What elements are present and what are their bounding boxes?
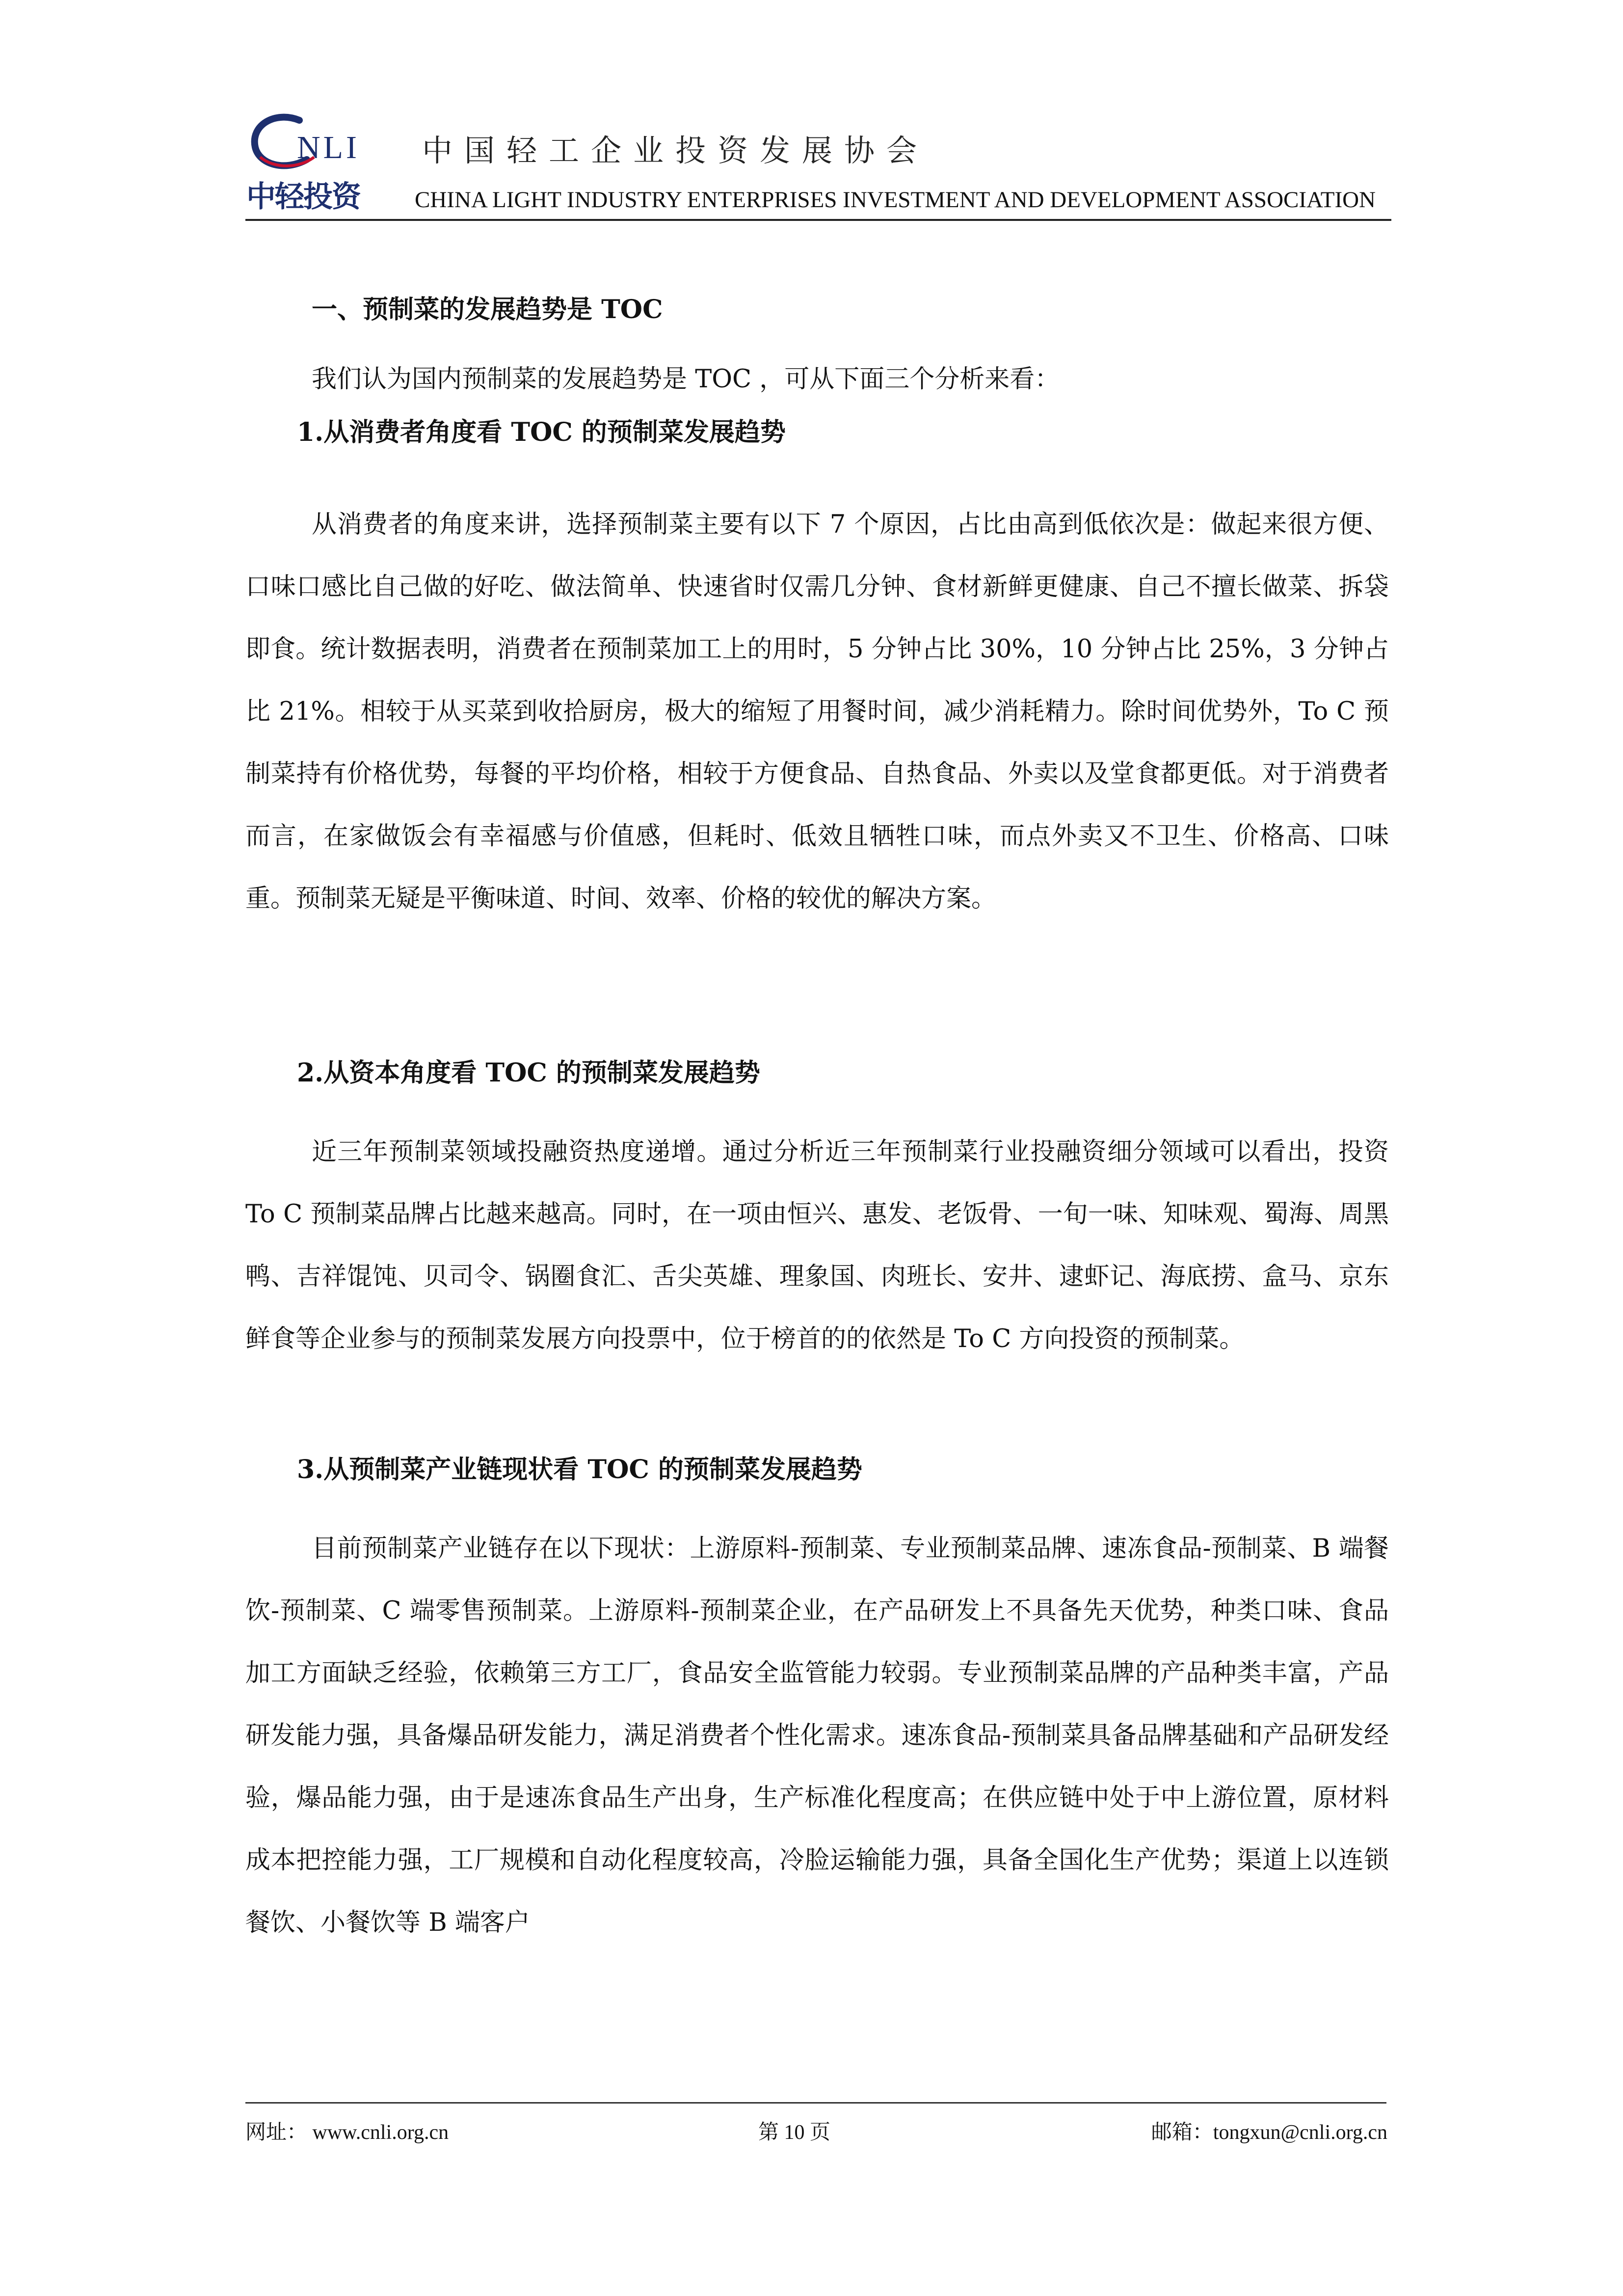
org-name-en: CHINA LIGHT INDUSTRY ENTERPRISES INVESTMENT AND DEVELOPMENT ASSOCIATION <box>415 187 1376 213</box>
section-heading: 一、预制菜的发展趋势是 TOC <box>312 295 663 324</box>
subsection-heading-2: 2.从资本角度看 TOC 的预制菜发展趋势 <box>297 1058 760 1088</box>
footer-website: 网址： www.cnli.org.cn <box>245 2121 449 2144</box>
cnli-logo <box>245 110 395 216</box>
header-divider <box>245 219 1391 221</box>
footer-divider <box>245 2102 1386 2104</box>
paragraph-1: 从消费者的角度来讲，选择预制菜主要有以下 7 个原因，占比由高到低依次是：做起来很方便、口味口感比自己做的好吃、做法简单、快速省时仅需几分钟、食材新鲜更健康、自己不擅长做菜、拆袋即食。统计数据表明，消费者在预制菜加工上的用时，5 分钟占比 30%，10 分钟占比 25%，3 分钟占比 21%。相较于从买菜到收拾厨房，极大的缩短了用餐时间，减少消耗精力。除时间优势外，To C 预制菜持有价格优势，每餐的平均价格，相较于方便食品、自热食品、外卖以及堂食都更低。对于消费者而言，在家做饭会有幸福感与价值感，但耗时、低效且牺牲口味，而点外卖又不卫生、价格高、口味重。预制菜无疑是平衡味道、时间、效率、价格的较优的解决方案。 <box>245 510 1389 913</box>
logo-text-cn: 中轻投资 <box>246 180 360 214</box>
subsection-heading-3: 3.从预制菜产业链现状看 TOC 的预制菜发展趋势 <box>297 1455 862 1485</box>
subsection-heading-1: 1.从消费者角度看 TOC 的预制菜发展趋势 <box>297 417 786 447</box>
logo-text-en: NLI <box>297 130 360 165</box>
page-header <box>245 110 1389 218</box>
org-name-cn: 中国轻工企业投资发展协会 <box>422 133 929 168</box>
paragraph-3: 目前预制菜产业链存在以下现状：上游原料-预制菜、专业预制菜品牌、速冻食品-预制菜、B 端餐饮-预制菜、C 端零售预制菜。上游原料-预制菜企业，在产品研发上不具备先天优势，种类口味、食品加工方面缺乏经验，依赖第三方工厂，食品安全监管能力较弱。专业预制菜品牌的产品种类丰富，产品研发能力强，具备爆品研发能力，满足消费者个性化需求。速冻食品-预制菜具备品牌基础和产品研发经验，爆品能力强，由于是速冻食品生产出身，生产标准化程度高；在供应链中处于中上游位置，原材料成本把控能力强，工厂规模和自动化程度较高，冷脸运输能力强，具备全国化生产优势；渠道上以连锁餐饮、小餐饮等 B 端客户 <box>245 1534 1389 1937</box>
paragraph-2: 近三年预制菜领域投融资热度递增。通过分析近三年预制菜行业投融资细分领域可以看出，投资 To C 预制菜品牌占比越来越高。同时，在一项由恒兴、惠发、老饭骨、一旬一味、知味观、蜀海、周黑鸭、吉祥馄饨、贝司令、锅圈食汇、舌尖英雄、理象国、肉班长、安井、逮虾记、海底捞、盒马、京东鲜食等企业参与的预制菜发展方向投票中，位于榜首的的依然是 To C 方向投资的预制菜。 <box>245 1137 1389 1353</box>
footer-email: 邮箱：tongxun@cnli.org.cn <box>1151 2121 1387 2144</box>
footer-page-number: 第 10 页 <box>758 2121 831 2144</box>
intro-paragraph: 我们认为国内预制菜的发展趋势是 TOC ，可从下面三个分析来看： <box>312 365 1060 394</box>
